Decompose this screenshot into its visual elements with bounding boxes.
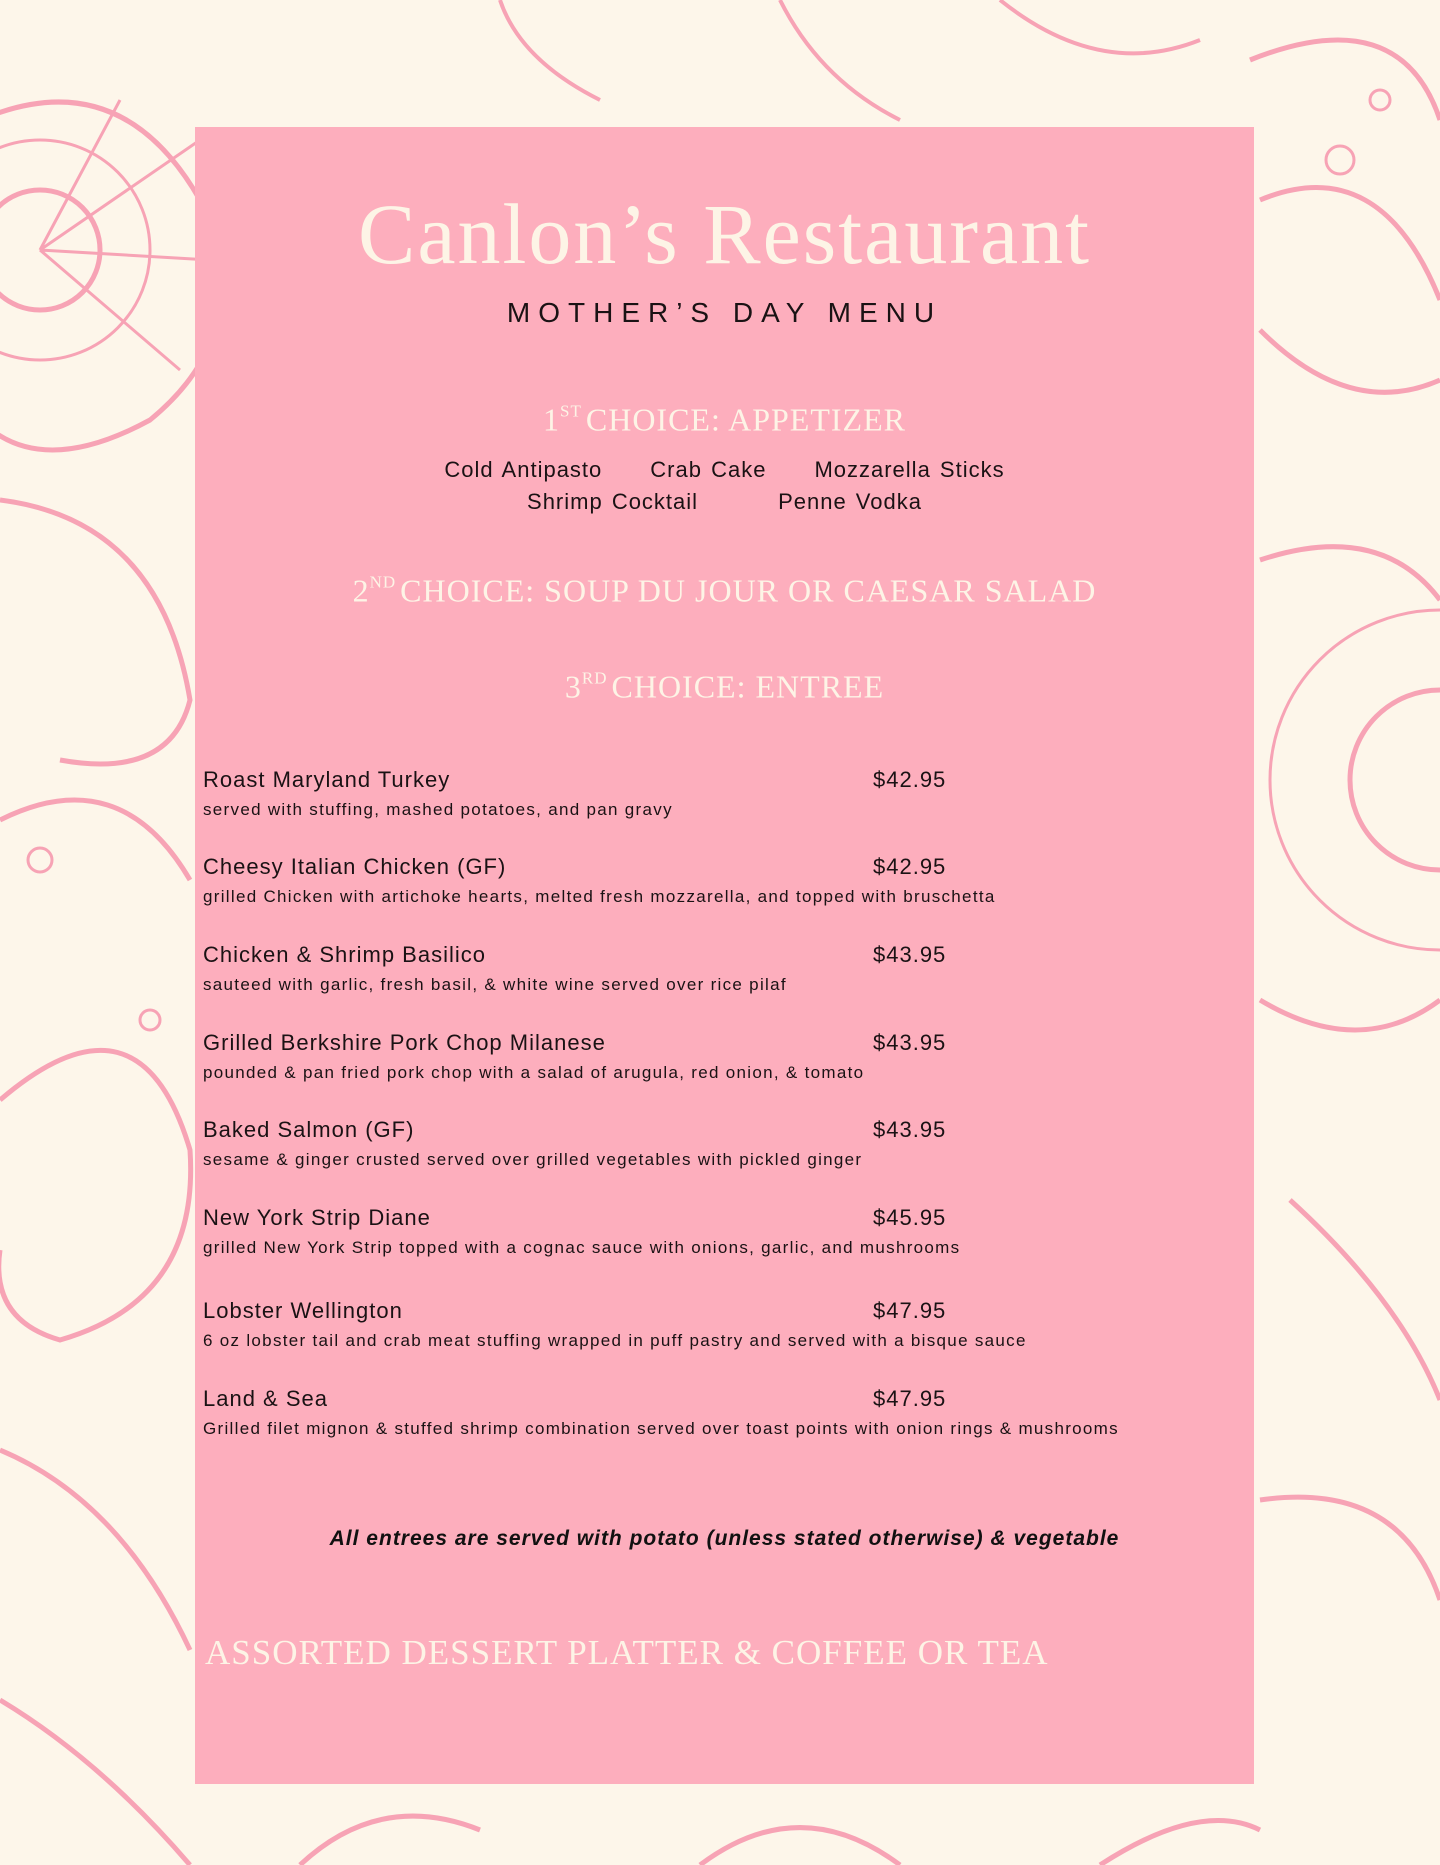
restaurant-title: Canlon’s Restaurant bbox=[357, 186, 1092, 282]
entree-item bbox=[203, 1298, 1243, 1354]
appetizer-option: Crab Cake bbox=[650, 457, 767, 482]
entree-description: served with stuffing, mashed potatoes, and pan gravy bbox=[203, 800, 673, 819]
ordinal-suffix: ST bbox=[560, 401, 582, 421]
entree-name: Grilled Berkshire Pork Chop Milanese bbox=[203, 1030, 606, 1055]
flower-top-left-icon bbox=[0, 100, 221, 764]
entree-description: sauteed with garlic, fresh basil, & white wine served over rice pilaf bbox=[203, 975, 787, 994]
entree-price: $47.95 bbox=[873, 1386, 947, 1411]
entree-item bbox=[203, 1030, 1243, 1086]
entree-description: Grilled filet mignon & stuffed shrimp combination served over toast points with onion rings & mushrooms bbox=[203, 1419, 1119, 1438]
appetizer-option: Penne Vodka bbox=[778, 489, 922, 514]
entree-side-note: All entrees are served with potato (unless stated otherwise) & vegetable bbox=[329, 1527, 1120, 1550]
flower-left-icon bbox=[0, 800, 191, 1865]
entree-description: sesame & ginger crusted served over grilled vegetables with pickled ginger bbox=[203, 1150, 863, 1169]
entree-item bbox=[203, 1117, 1243, 1173]
heading-label: CHOICE: ENTREE bbox=[611, 668, 885, 705]
flower-right-icon bbox=[1260, 547, 1440, 1600]
second-choice-heading bbox=[195, 573, 1254, 610]
dessert-line: ASSORTED DESSERT PLATTER & COFFEE OR TEA bbox=[205, 1633, 1049, 1672]
entree-price: $43.95 bbox=[873, 942, 947, 967]
entree-item bbox=[203, 1205, 1243, 1261]
entree-name: Baked Salmon (GF) bbox=[203, 1117, 415, 1142]
entree-name: New York Strip Diane bbox=[203, 1205, 431, 1230]
ordinal-suffix: RD bbox=[581, 668, 608, 688]
entree-price: $45.95 bbox=[873, 1205, 947, 1230]
entree-price: $43.95 bbox=[873, 1030, 947, 1055]
entree-price: $43.95 bbox=[873, 1117, 947, 1142]
appetizer-row-2 bbox=[195, 489, 1254, 515]
appetizer-row-1 bbox=[195, 457, 1254, 483]
flower-bottom-icon bbox=[300, 1816, 1260, 1865]
entree-name: Lobster Wellington bbox=[203, 1298, 403, 1323]
entree-name: Cheesy Italian Chicken (GF) bbox=[203, 854, 507, 879]
appetizer-option: Mozzarella Sticks bbox=[814, 457, 1005, 482]
entree-item bbox=[203, 1386, 1243, 1442]
heading-label: CHOICE: SOUP DU JOUR OR CAESAR SALAD bbox=[400, 572, 1097, 609]
entree-price: $42.95 bbox=[873, 767, 947, 792]
entree-description: grilled Chicken with artichoke hearts, melted fresh mozzarella, and topped with bruschetta bbox=[203, 887, 996, 906]
entree-price: $42.95 bbox=[873, 854, 947, 879]
ordinal-suffix: ND bbox=[369, 572, 397, 592]
ordinal: 3 bbox=[564, 668, 582, 705]
menu-panel bbox=[195, 127, 1254, 1784]
entree-description: grilled New York Strip topped with a cognac sauce with onions, garlic, and mushrooms bbox=[203, 1238, 961, 1257]
appetizer-heading bbox=[195, 402, 1254, 439]
appetizer-option: Cold Antipasto bbox=[444, 457, 603, 482]
appetizer-option: Shrimp Cocktail bbox=[527, 489, 699, 514]
ordinal: 1 bbox=[543, 401, 561, 438]
entree-item bbox=[203, 942, 1243, 998]
heading-label: CHOICE: APPETIZER bbox=[585, 401, 906, 438]
entree-name: Land & Sea bbox=[203, 1386, 328, 1411]
entree-description: pounded & pan fried pork chop with a salad of arugula, red onion, & tomato bbox=[203, 1063, 865, 1082]
entree-price: $47.95 bbox=[873, 1298, 947, 1323]
entree-name: Chicken & Shrimp Basilico bbox=[203, 942, 486, 967]
entree-heading bbox=[195, 669, 1254, 706]
entree-description: 6 oz lobster tail and crab meat stuffing wrapped in puff pastry and served with a bisque sauce bbox=[203, 1331, 1027, 1350]
entree-item bbox=[203, 854, 1243, 910]
entree-name: Roast Maryland Turkey bbox=[203, 767, 451, 792]
menu-subtitle: MOTHER’S DAY MENU bbox=[506, 297, 943, 328]
entree-item bbox=[203, 767, 1243, 823]
ordinal: 2 bbox=[352, 572, 370, 609]
